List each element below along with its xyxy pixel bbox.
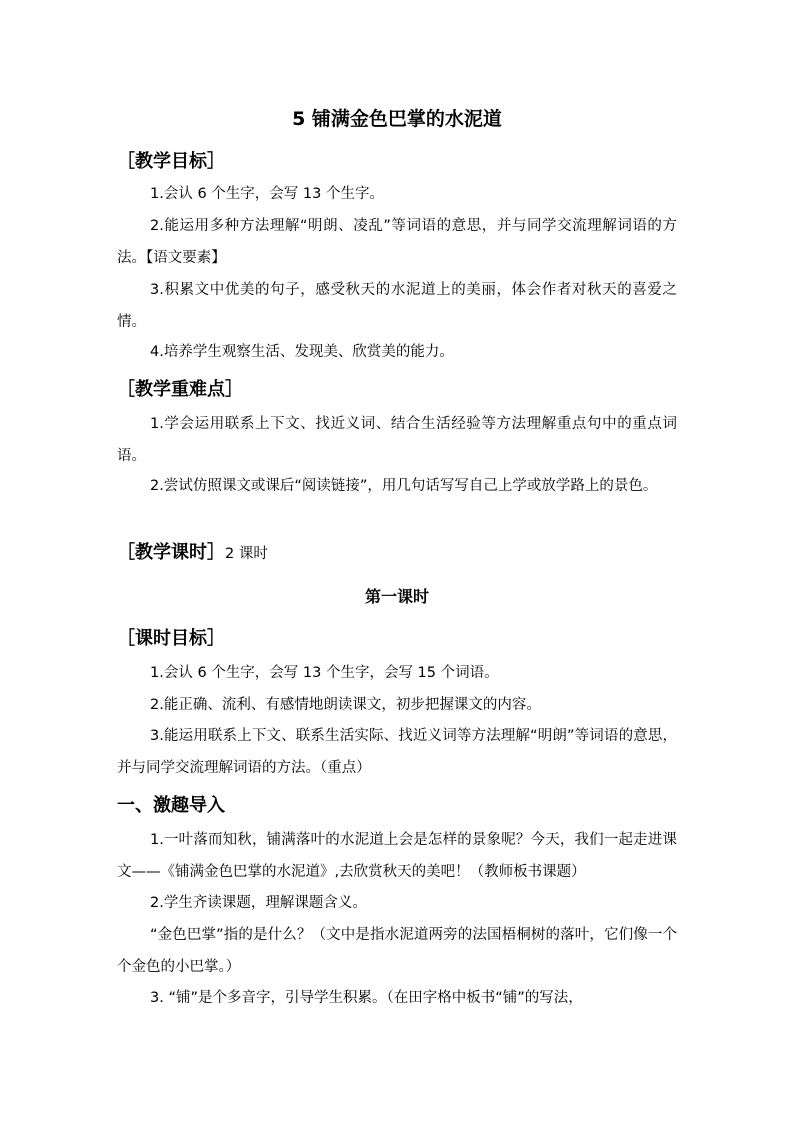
teaching-periods-heading: ［教学课时］ (117, 542, 225, 563)
objective-item-1: 1.会认 6 个生字，会写 13 个生字。 (150, 186, 384, 202)
part1-item-2-note: “金色巴掌”指的是什么？（文中是指水泥道两旁的法国梧桐树的落叶，它们像一个个金色的小巴掌。） (117, 927, 677, 975)
lesson1-objective-2: 2.能正确、流利、有感情地朗读课文，初步把握课文的内容。 (150, 697, 541, 713)
part1-item-3: 3. “铺”是个多音字，引导学生积累。（在田字格中板书“铺”的写法， (150, 990, 583, 1006)
document-title: 5 铺满金色巴掌的水泥道 (292, 108, 502, 130)
objective-item-2: 2.能运用多种方法理解“明朗、凌乱”等词语的意思，并与同学交流理解词语的方法。【语文要素】 (117, 218, 677, 266)
key-points-heading: ［教学重难点］ (117, 379, 243, 400)
lesson1-objective-1: 1.会认 6 个生字，会写 13 个生字，会写 15 个词语。 (150, 665, 499, 681)
lesson1-title: 第一课时 (364, 587, 429, 606)
teaching-periods-value: 2 课时 (225, 546, 268, 562)
objective-item-4: 4.培养学生观察生活、发现美、欣赏美的能力。 (150, 344, 454, 360)
objective-item-3: 3.积累文中优美的句子，感受秋天的水泥道上的美丽，体会作者对秋天的喜爱之情。 (117, 282, 677, 330)
teaching-objectives-heading: ［教学目标］ (117, 151, 225, 172)
key-point-item-1: 1.学会运用联系上下文、找近义词、结合生活经验等方法理解重点句中的重点词语。 (117, 416, 677, 464)
part1-heading: 一、激趣导入 (117, 795, 225, 816)
key-point-item-2: 2.尝试仿照课文或课后“阅读链接”，用几句话写写自己上学或放学路上的景色。 (150, 478, 658, 494)
part1-item-1: 1.一叶落而知秋，铺满落叶的水泥道上会是怎样的景象呢？今天，我们一起走进课文——《铺满金色巴掌的水泥道》,去欣赏秋天的美吧！（教师板书课题） (117, 832, 677, 880)
lesson1-objectives-heading: ［课时目标］ (117, 628, 225, 649)
lesson1-objective-3: 3.能运用联系上下文、联系生活实际、找近义词等方法理解“明朗”等词语的意思，并与同学交流理解词语的方法。（重点） (117, 728, 677, 776)
part1-item-2: 2.学生齐读课题，理解课题含义。 (150, 895, 367, 911)
teaching-periods-line (117, 538, 268, 564)
